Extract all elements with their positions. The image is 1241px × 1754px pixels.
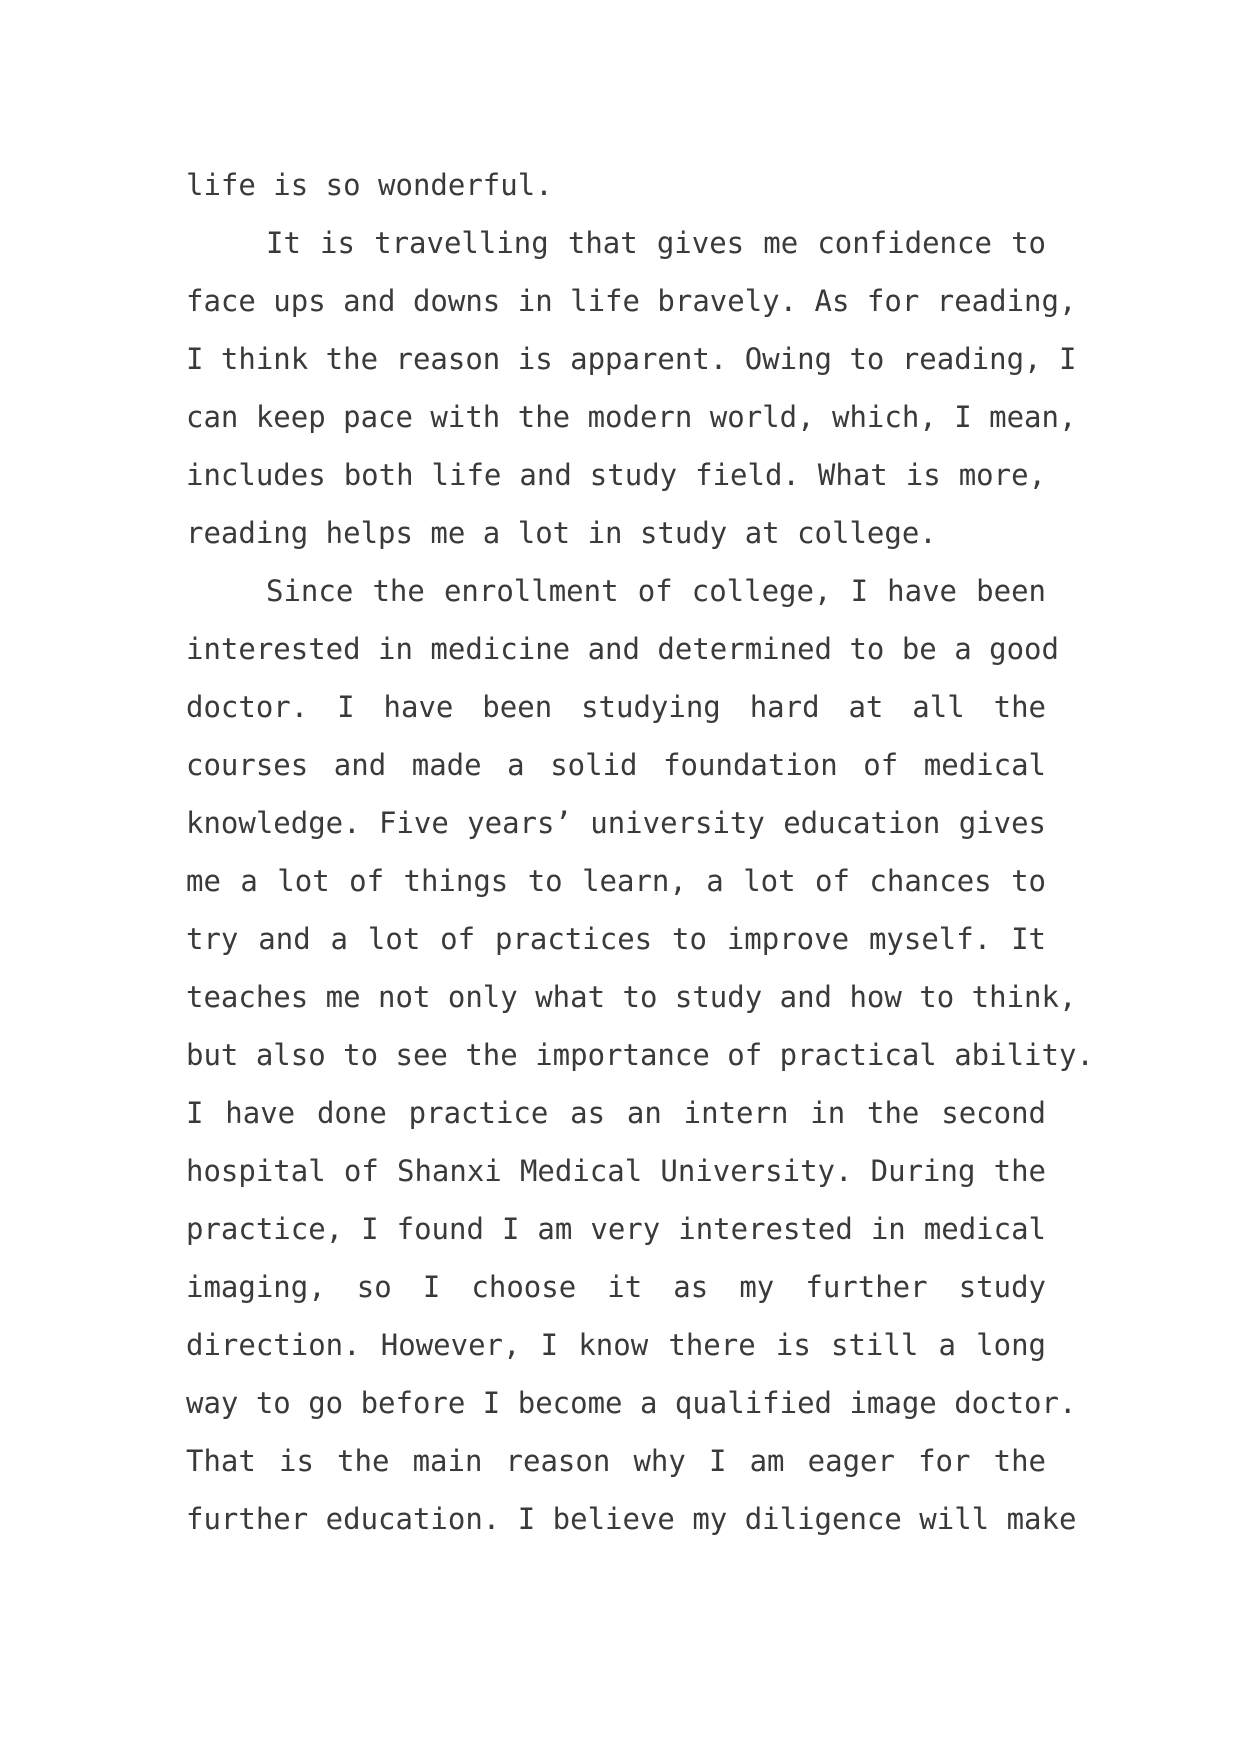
- text-line: hospital of Shanxi Medical University. During the: [186, 1154, 1046, 1188]
- body-text: [186, 156, 1094, 1548]
- text-line: practice, I found I am very interested in medical: [186, 1212, 1046, 1246]
- text-line: I think the reason is apparent. Owing to reading, I: [186, 342, 1077, 376]
- text-line: direction. However, I know there is still a long: [186, 1328, 1046, 1362]
- paragraph-first-line: It is travelling that gives me confidence to: [266, 226, 1046, 260]
- text-line: I have done practice as an intern in the second: [186, 1096, 1046, 1130]
- text-line: imaging, so I choose it as my further study: [186, 1270, 1046, 1304]
- text-line: doctor. I have been studying hard at all the: [186, 690, 1046, 724]
- text-line: can keep pace with the modern world, which, I mean,: [186, 400, 1077, 434]
- text-line: knowledge. Five years’ university education gives: [186, 806, 1046, 840]
- paragraph-first-line: Since the enrollment of college, I have been: [266, 574, 1046, 608]
- text-line: further education. I believe my diligence will make: [186, 1502, 1077, 1536]
- text-line: interested in medicine and determined to be a good: [186, 632, 1059, 666]
- text-line: me a lot of things to learn, a lot of chances to: [186, 864, 1046, 898]
- text-line: courses and made a solid foundation of medical: [186, 748, 1046, 782]
- paragraph-last-line: reading helps me a lot in study at college.: [186, 516, 937, 550]
- text-line: way to go before I become a qualified image doctor.: [186, 1386, 1077, 1420]
- text-line: includes both life and study field. What is more,: [186, 458, 1046, 492]
- text-line: but also to see the importance of practical ability.: [186, 1038, 1094, 1072]
- text-line: face ups and downs in life bravely. As for reading,: [186, 284, 1077, 318]
- text-line: That is the main reason why I am eager for the: [186, 1444, 1046, 1478]
- text-line: life is so wonderful.: [186, 168, 553, 202]
- text-line: teaches me not only what to study and how to think,: [186, 980, 1077, 1014]
- text-line: try and a lot of practices to improve myself. It: [186, 922, 1046, 956]
